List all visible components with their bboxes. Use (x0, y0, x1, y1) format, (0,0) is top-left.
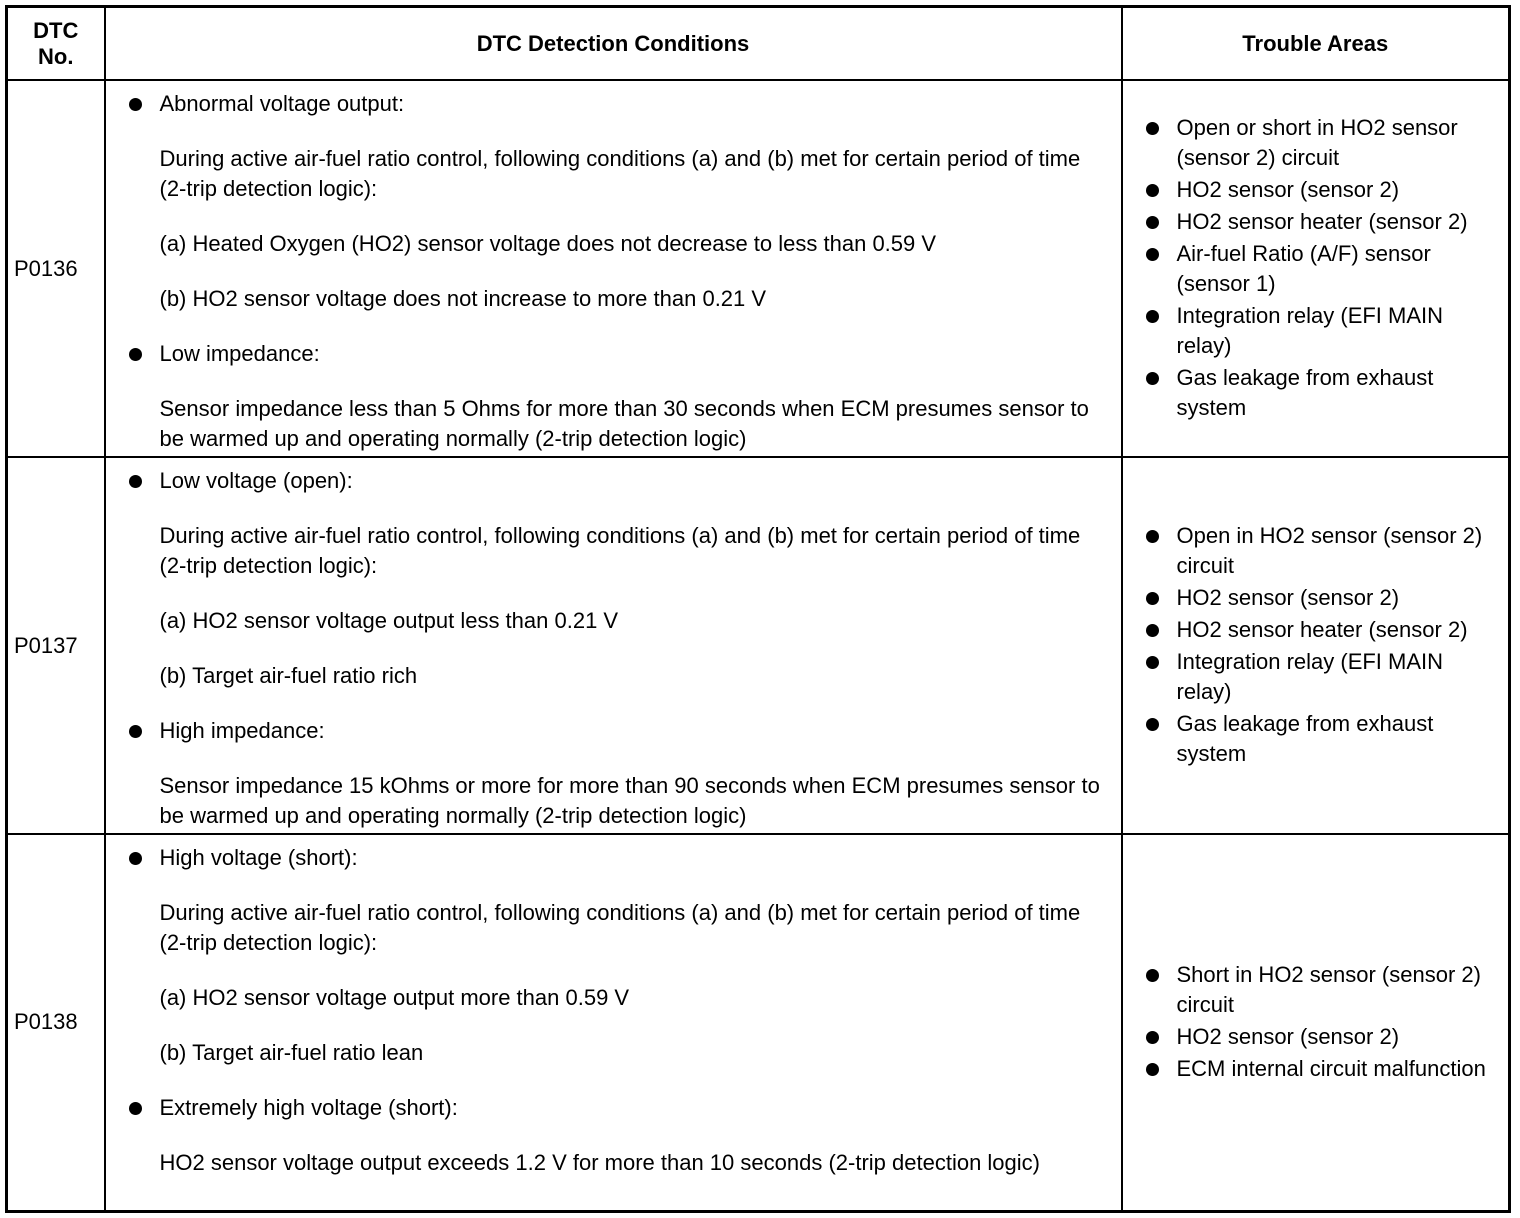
bullet-icon (129, 475, 142, 488)
bullet-icon (1146, 372, 1159, 385)
header-trouble-areas: Trouble Areas (1122, 7, 1510, 81)
condition-label: High voltage (short): (159, 845, 358, 870)
bullet-icon (1146, 310, 1159, 323)
bullet-icon (1146, 718, 1159, 731)
trouble-area-item (1123, 207, 1503, 237)
condition-item (106, 466, 1111, 496)
condition-detail: During active air-fuel ratio control, following conditions (a) and (b) met for certain period of time (2-trip detection logic): (159, 900, 1081, 955)
condition-detail: (a) HO2 sensor voltage output less than 0.21 V (159, 608, 619, 633)
trouble-area-text: Integration relay (EFI MAIN relay) (1176, 649, 1444, 704)
detection-conditions (105, 80, 1122, 457)
bullet-icon (129, 98, 142, 111)
trouble-area-item (1123, 363, 1503, 423)
condition-item (106, 843, 1111, 873)
trouble-area-item (1123, 1022, 1503, 1052)
condition-item (106, 1093, 1111, 1123)
bullet-icon (129, 852, 142, 865)
trouble-area-text: HO2 sensor (sensor 2) (1176, 585, 1400, 610)
trouble-area-item (1123, 960, 1503, 1020)
condition-item (106, 339, 1111, 369)
table-row (7, 80, 1510, 457)
trouble-area-text: HO2 sensor heater (sensor 2) (1176, 209, 1468, 234)
condition-detail: Sensor impedance less than 5 Ohms for more than 30 seconds when ECM presumes sensor to be warmed up and operating normally (2-trip detection logic) (159, 396, 1089, 451)
condition-detail: Sensor impedance 15 kOhms or more for more than 90 seconds when ECM presumes sensor to be warmed up and operating normally (2-trip detection logic) (159, 773, 1100, 828)
condition-item (106, 89, 1111, 119)
trouble-area-item (1123, 615, 1503, 645)
trouble-area-item (1123, 709, 1503, 769)
bullet-icon (1146, 656, 1159, 669)
bullet-icon (1146, 624, 1159, 637)
header-row (7, 7, 1510, 81)
dtc-number: P0136 (7, 80, 105, 457)
condition-detail: During active air-fuel ratio control, following conditions (a) and (b) met for certain period of time (2-trip detection logic): (159, 146, 1081, 201)
trouble-area-text: ECM internal circuit malfunction (1176, 1055, 1486, 1081)
condition-detail: (a) HO2 sensor voltage output more than 0.59 V (159, 985, 630, 1010)
bullet-icon (1146, 122, 1159, 135)
trouble-area-text: Open in HO2 sensor (sensor 2) circuit (1176, 523, 1483, 578)
trouble-area-text: HO2 sensor heater (sensor 2) (1176, 617, 1468, 642)
trouble-area-text: Open or short in HO2 sensor (sensor 2) circuit (1176, 115, 1458, 170)
trouble-area-text: Air-fuel Ratio (A/F) sensor (sensor 1) (1176, 241, 1431, 296)
trouble-area-text: Short in HO2 sensor (sensor 2) circuit (1176, 961, 1481, 1017)
table-row (7, 457, 1510, 834)
trouble-area-text: HO2 sensor (sensor 2) (1176, 1023, 1400, 1049)
condition-detail: (b) HO2 sensor voltage does not increase to more than 0.21 V (159, 286, 767, 311)
condition-detail: (b) Target air-fuel ratio lean (159, 1040, 424, 1065)
table-row (7, 834, 1510, 1211)
dtc-number: P0138 (7, 834, 105, 1211)
trouble-areas (1122, 80, 1510, 457)
trouble-area-item (1123, 239, 1503, 299)
header-dtc-no (7, 7, 105, 81)
trouble-area-item (1123, 583, 1503, 613)
bullet-icon (1146, 592, 1159, 605)
trouble-area-item (1123, 175, 1503, 205)
condition-detail: (a) Heated Oxygen (HO2) sensor voltage does not decrease to less than 0.59 V (159, 231, 937, 256)
detection-conditions (105, 457, 1122, 834)
trouble-area-text: HO2 sensor (sensor 2) (1176, 177, 1400, 202)
bullet-icon (1146, 1031, 1159, 1044)
condition-detail: During active air-fuel ratio control, following conditions (a) and (b) met for certain period of time (2-trip detection logic): (159, 523, 1081, 578)
condition-label: Abnormal voltage output: (159, 91, 405, 116)
trouble-areas (1122, 834, 1510, 1211)
header-conditions: DTC Detection Conditions (105, 7, 1122, 81)
detection-conditions (105, 834, 1122, 1211)
condition-label: Low voltage (open): (159, 468, 353, 493)
trouble-area-text: Gas leakage from exhaust system (1176, 365, 1434, 420)
trouble-areas (1122, 457, 1510, 834)
bullet-icon (1146, 969, 1159, 982)
trouble-area-item (1123, 113, 1503, 173)
bullet-icon (1146, 1063, 1159, 1076)
trouble-area-item (1123, 301, 1503, 361)
condition-label: Low impedance: (159, 341, 320, 366)
trouble-area-item (1123, 647, 1503, 707)
bullet-icon (1146, 530, 1159, 543)
dtc-number: P0137 (7, 457, 105, 834)
bullet-icon (129, 1102, 142, 1115)
bullet-icon (129, 725, 142, 738)
condition-label: High impedance: (159, 718, 325, 743)
bullet-icon (129, 348, 142, 361)
dtc-table (5, 5, 1511, 1213)
condition-label: Extremely high voltage (short): (159, 1095, 458, 1120)
condition-detail: (b) Target air-fuel ratio rich (159, 663, 418, 688)
bullet-icon (1146, 248, 1159, 261)
bullet-icon (1146, 184, 1159, 197)
bullet-icon (1146, 216, 1159, 229)
trouble-area-item (1123, 521, 1503, 581)
trouble-area-text: Integration relay (EFI MAIN relay) (1176, 303, 1444, 358)
condition-detail: HO2 sensor voltage output exceeds 1.2 V for more than 10 seconds (2-trip detection logic) (159, 1150, 1040, 1175)
condition-item (106, 716, 1111, 746)
trouble-area-text: Gas leakage from exhaust system (1176, 711, 1434, 766)
header-dtc-no-text: DTC No. (33, 17, 79, 69)
trouble-area-item (1123, 1054, 1503, 1084)
